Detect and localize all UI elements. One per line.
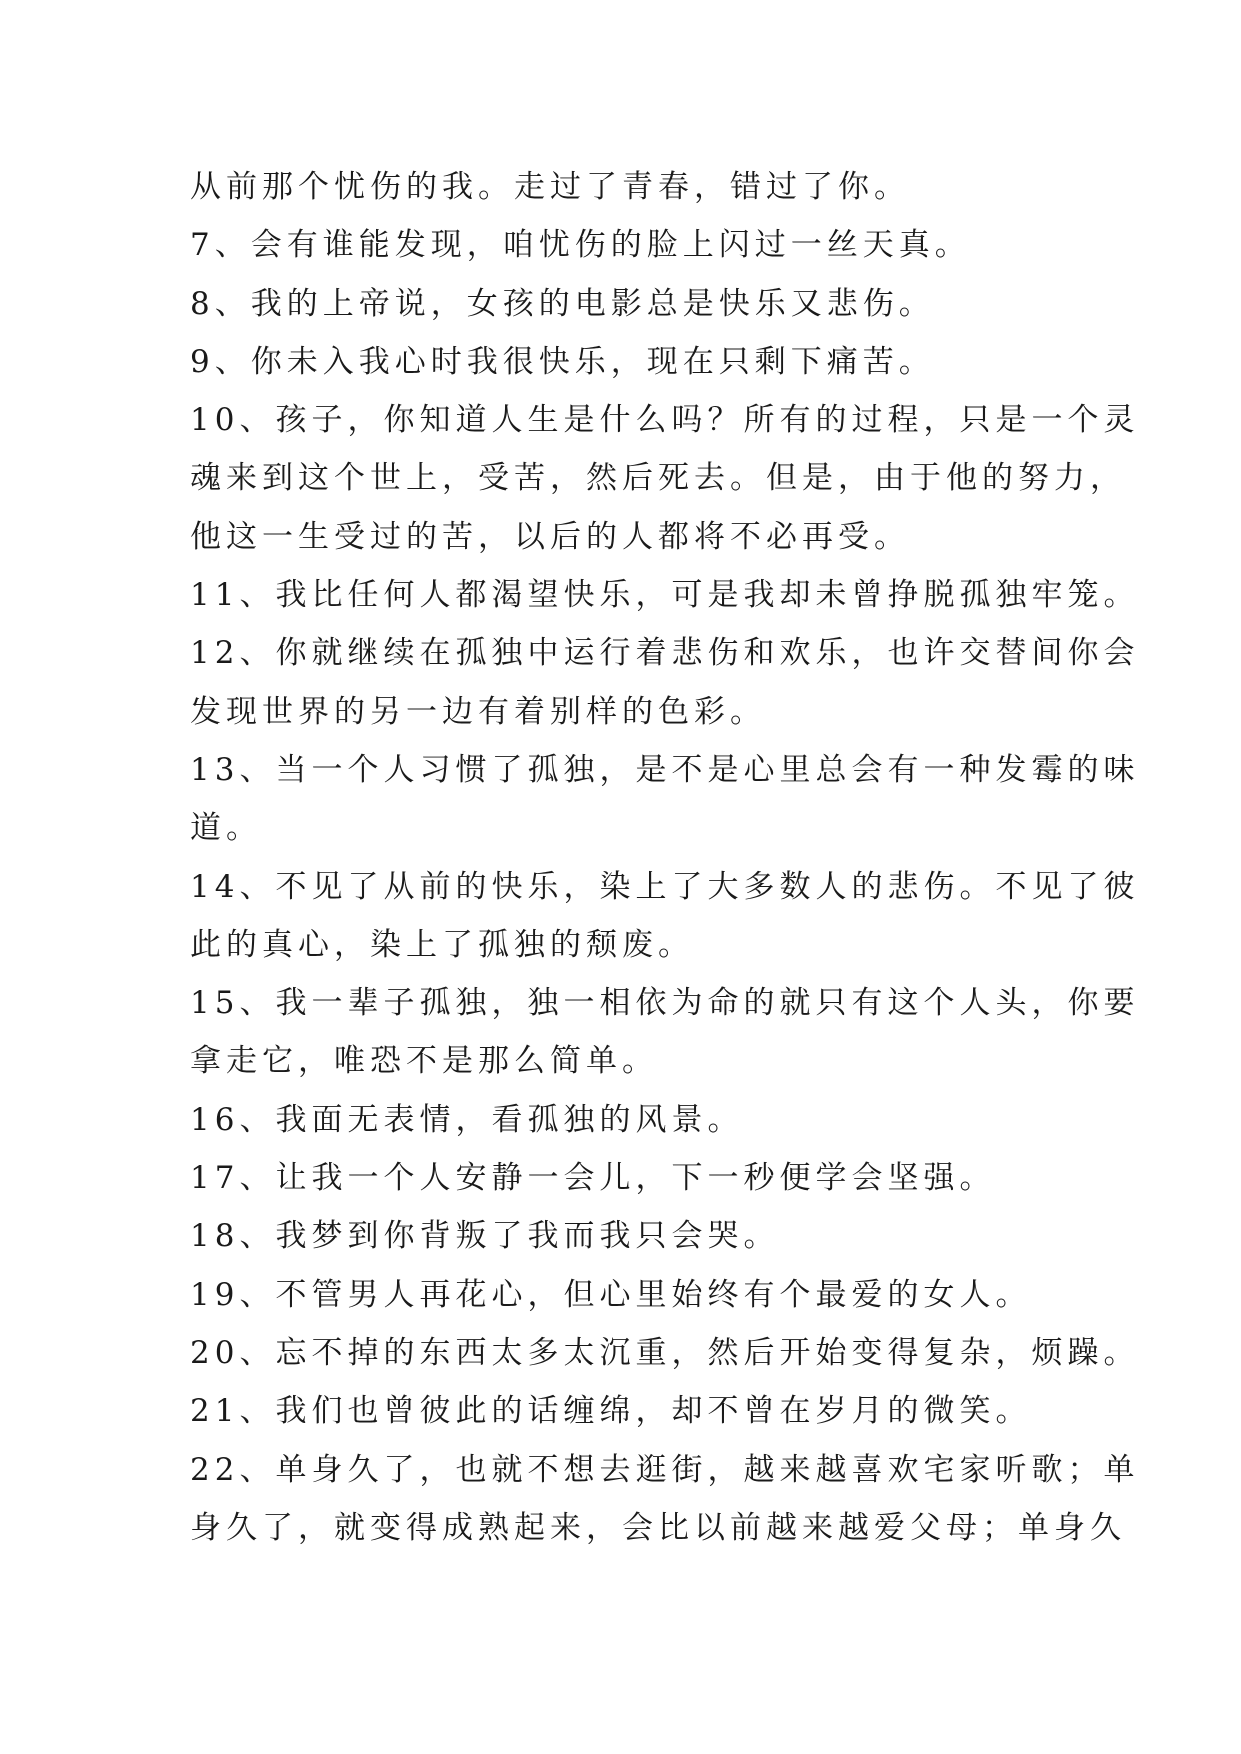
text-line: 12、你就继续在孤独中运行着悲伤和欢乐，也许交替间你会 [190, 635, 1140, 672]
text-line: 18、我梦到你背叛了我而我只会哭。 [190, 1218, 780, 1255]
text-line: 19、不管男人再花心，但心里始终有个最爱的女人。 [190, 1276, 1032, 1313]
text-line: 14、不见了从前的快乐，染上了大多数人的悲伤。不见了彼 [190, 868, 1140, 905]
text-line: 17、让我一个人安静一会儿，下一秒便学会坚强。 [190, 1160, 996, 1197]
text-line: 15、我一辈子孤独，独一相依为命的就只有这个人头，你要 [190, 985, 1140, 1022]
text-line: 11、我比任何人都渴望快乐，可是我却未曾挣脱孤独牢笼。 [190, 577, 1140, 614]
text-line: 20、忘不掉的东西太多太沉重，然后开始变得复杂，烦躁。 [190, 1334, 1140, 1371]
text-line: 此的真心，染上了孤独的颓废。 [190, 926, 694, 963]
text-line: 9、你未入我心时我很快乐，现在只剩下痛苦。 [190, 343, 935, 380]
text-line: 发现世界的另一边有着别样的色彩。 [190, 693, 766, 730]
text-line: 从前那个忧伤的我。走过了青春，错过了你。 [190, 169, 910, 205]
text-line: 7、会有谁能发现，咱忧伤的脸上闪过一丝天真。 [190, 227, 971, 264]
text-line: 他这一生受过的苦，以后的人都将不必再受。 [190, 518, 910, 555]
text-line: 道。 [190, 810, 262, 847]
text-line: 16、我面无表情，看孤独的风景。 [190, 1101, 744, 1138]
text-line: 魂来到这个世上，受苦，然后死去。但是，由于他的努力， [190, 460, 1126, 497]
text-line: 21、我们也曾彼此的话缠绵，却不曾在岁月的微笑。 [190, 1393, 1032, 1430]
text-line: 拿走它，唯恐不是那么简单。 [190, 1043, 658, 1080]
text-line: 22、单身久了，也就不想去逛街，越来越喜欢宅家听歌；单 [190, 1451, 1140, 1488]
text-line: 8、我的上帝说，女孩的电影总是快乐又悲伤。 [190, 285, 935, 322]
text-line: 身久了，就变得成熟起来，会比以前越来越爱父母；单身久 [190, 1509, 1126, 1546]
text-line: 10、孩子，你知道人生是什么吗？所有的过程，只是一个灵 [190, 402, 1140, 439]
text-line: 13、当一个人习惯了孤独，是不是心里总会有一种发霉的味 [190, 751, 1140, 788]
body-text [190, 158, 1140, 1557]
